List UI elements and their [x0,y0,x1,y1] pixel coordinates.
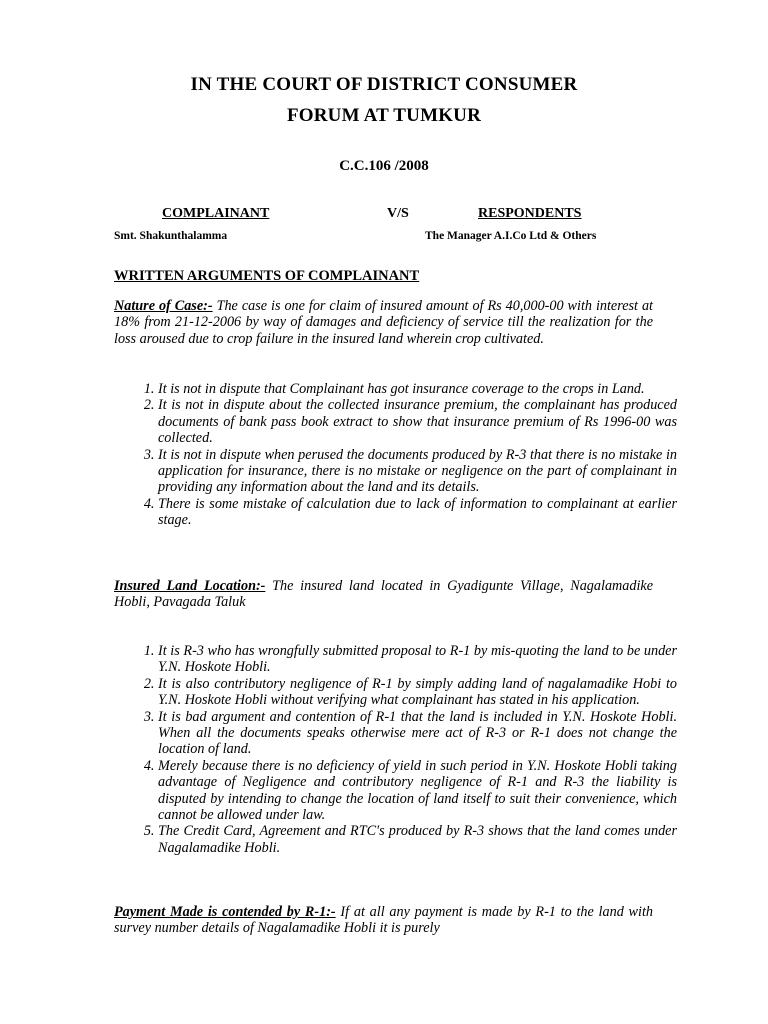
payment-text: If at all any payment is made by R-1 to the land with survey number details of Nagalamadike Hobli it is purely [114,904,653,937]
list-item: 2. It is not in dispute about the collected insurance premium, the complainant has produced documents of bank pass book extract to show that insurance premium of Rs 1996-00 was collected. [158,397,677,446]
list-item: 3. It is not in dispute when perused the documents produced by R-3 that there is no mistake in application for insurance, there is no mistake or negligence on the part of complainant in providing any information about the land and its details. [158,447,677,496]
nature-of-case-text: The case is one for claim of insured amount of Rs 40,000-00 with interest at 18% from 21-12-2006 by way of damages and deficiency of service till the realization for the loss aroused due to crop failure in the insured land wherein crop cultivated. [114,298,653,347]
complainant-label: COMPLAINANT [162,206,270,221]
list-item: 4. There is some mistake of calculation due to lack of information to complainant at earlier stage. [158,496,677,529]
nature-of-case-paragraph [114,298,653,347]
court-title-line2: FORUM AT TUMKUR [286,105,482,126]
list-item: 5. The Credit Card, Agreement and RTC's produced by R-3 shows that the land comes under Nagalamadike Hobli. [158,823,677,856]
complainant-name: Smt. Shakunthalamma [114,230,228,242]
vs-label: V/S [387,206,409,221]
insured-land-text: The insured land located in Gyadigunte Village, Nagalamadike Hobli, Pavagada Taluk [114,578,654,611]
court-title-line1: IN THE COURT OF DISTRICT CONSUMER [190,74,578,95]
respondents-name: The Manager A.I.Co Ltd & Others [425,230,597,242]
list-item: 1. It is R-3 who has wrongfully submitted proposal to R-1 by mis-quoting the land to be under Y.N. Hoskote Hobli. [158,643,677,676]
insured-land-heading: Insured Land Location:- [114,578,266,594]
list-item: 2. It is also contributory negligence of R-1 by simply adding land of nagalamadike Hobi to Y.N. Hoskote Hobli without verifying what complainant has stated in his application. [158,676,677,709]
nature-of-case-heading: Nature of Case:- [114,298,213,314]
payment-heading: Payment Made is contended by R-1:- [114,904,336,920]
list-item: 3. It is bad argument and contention of R-1 that the land is included in Y.N. Hoskote Hobli. When all the documents speaks otherwise mere act of R-3 or R-1 does not change the location of land. [158,709,677,758]
insured-land-points [134,643,677,856]
list-item: 1. It is not in dispute that Complainant has got insurance coverage to the crops in Land. [158,381,677,397]
insured-land-paragraph [114,578,653,611]
list-item: 4. Merely because there is no deficiency of yield in such period in Y.N. Hoskote Hobli taking advantage of Negligence and contributory negligence of R-1 and R-3 the liability is disputed by intending to change the location of land itself to suit their convenience, which cannot be allowed under law. [158,758,677,824]
respondents-label: RESPONDENTS [478,206,582,221]
case-number: C.C.106 /2008 [339,158,429,174]
section-title: WRITTEN ARGUMENTS OF COMPLAINANT [114,268,420,284]
payment-paragraph [114,904,653,937]
nature-of-case-points [134,381,677,529]
